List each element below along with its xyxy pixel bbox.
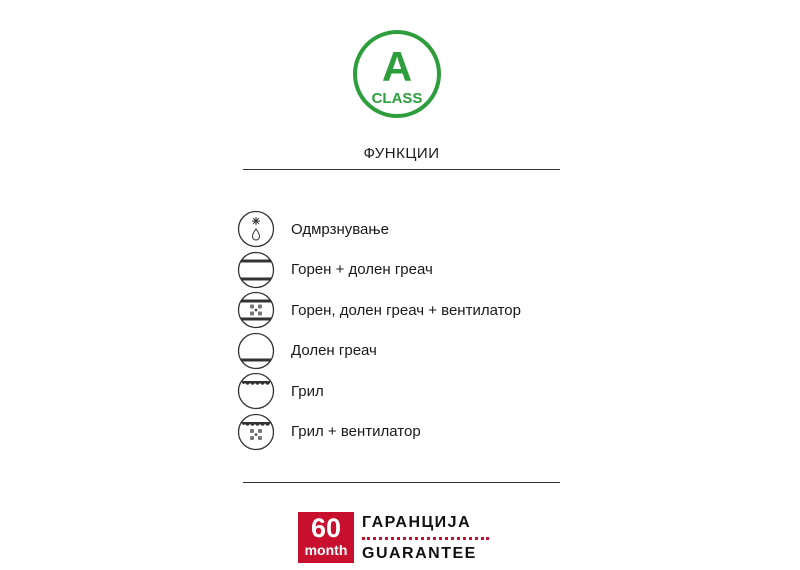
top-bottom-heater-icon bbox=[237, 251, 275, 289]
guarantee-logo bbox=[298, 512, 498, 564]
function-label: Одмрзнување bbox=[291, 220, 389, 238]
functions-list bbox=[237, 209, 637, 452]
list-item bbox=[237, 412, 637, 453]
function-label: Грил + вентилатор bbox=[291, 423, 421, 441]
function-label: Долен греач bbox=[291, 342, 377, 360]
guarantee-divider bbox=[362, 537, 489, 543]
guarantee-text-en: GUARANTEE bbox=[362, 545, 477, 562]
guarantee-unit: month bbox=[304, 542, 348, 558]
bottom-heater-icon bbox=[237, 332, 275, 370]
function-label: Грил bbox=[291, 382, 324, 400]
list-item bbox=[237, 331, 637, 372]
divider-bottom bbox=[243, 482, 560, 483]
guarantee-number: 60 bbox=[310, 513, 342, 543]
top-bottom-heater-fan-icon bbox=[237, 291, 275, 329]
energy-class-label: CLASS bbox=[371, 90, 423, 107]
divider-top bbox=[243, 169, 560, 170]
grill-fan-icon bbox=[237, 413, 275, 451]
function-label: Горен + долен греач bbox=[291, 261, 433, 279]
grill-icon bbox=[237, 372, 275, 410]
functions-title: ФУНКЦИИ bbox=[363, 145, 440, 162]
list-item bbox=[237, 209, 637, 250]
energy-class-grade: A bbox=[381, 43, 413, 90]
guarantee-text-local: ГАРАНЦИЈА bbox=[362, 514, 472, 531]
defrost-icon bbox=[237, 210, 275, 248]
function-label: Горен, долен греач + вентилатор bbox=[291, 301, 521, 319]
list-item bbox=[237, 290, 637, 331]
guarantee-badge bbox=[298, 512, 354, 563]
list-item bbox=[237, 250, 637, 291]
energy-class-badge bbox=[352, 29, 442, 119]
list-item bbox=[237, 371, 637, 412]
